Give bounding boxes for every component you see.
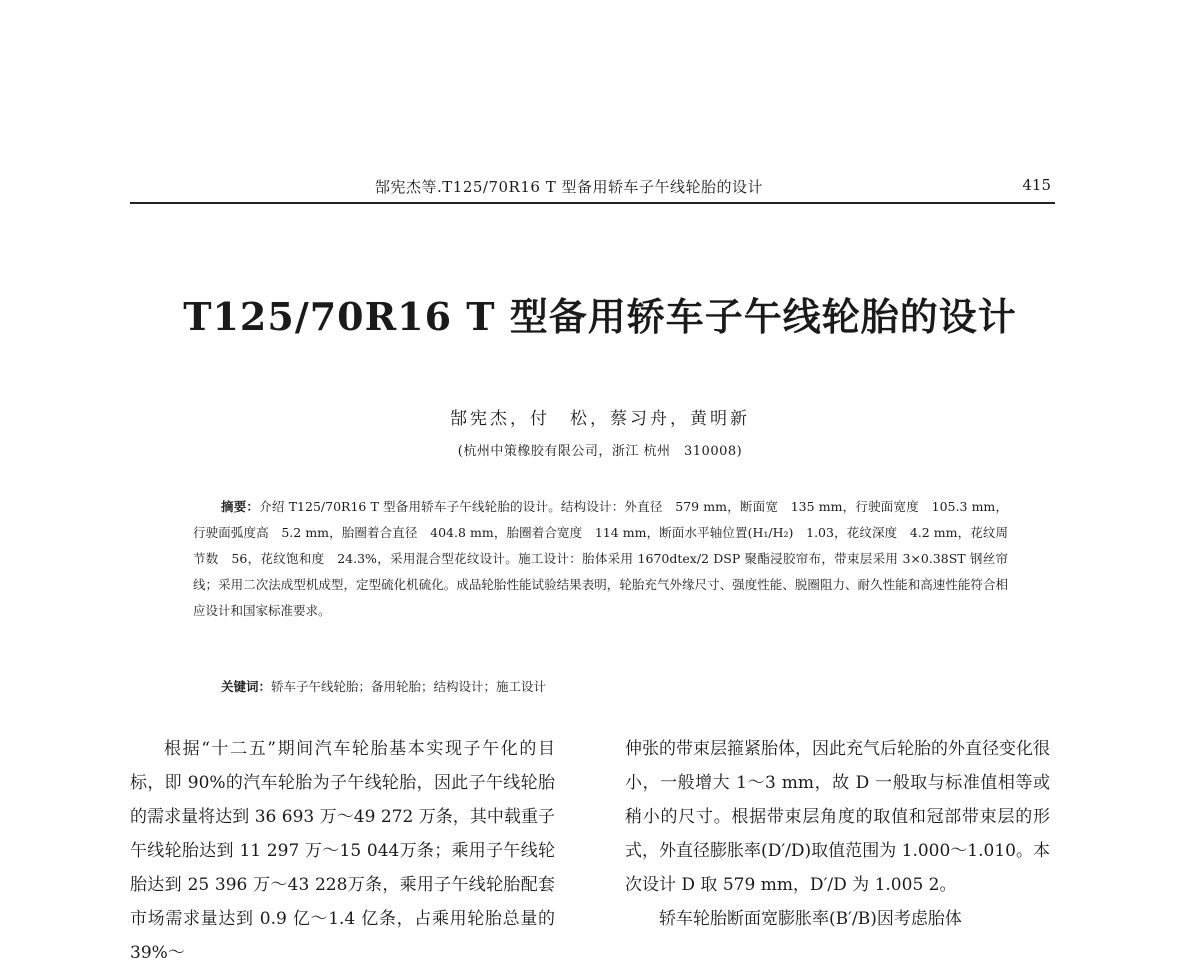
running-header: [130, 172, 1055, 204]
page-number: 415: [1022, 176, 1051, 194]
abstract: [193, 494, 1008, 624]
abstract-label: 摘要：: [221, 499, 260, 514]
authors: 郜宪杰，付 松，蔡习舟，黄明新: [450, 409, 750, 429]
keywords-label: 关键词：: [221, 679, 272, 694]
body-right-column: [625, 732, 1050, 936]
keywords: [193, 676, 1008, 698]
body-paragraph: 伸张的带束层箍紧胎体，因此充气后轮胎的外直径变化很小，一般增大 1～3 mm，故 D 一般取与标准值相等或稍小的尺寸。根据带束层角度的取值和冠部带束层的形式，外直径膨胀率(D′/D)取值范围为 1.000～1.010。本次设计 D 取 579 mm，D′/D 为 1.005 2。: [625, 739, 1050, 895]
keywords-text: 轿车子午线轮胎；备用轮胎；结构设计；施工设计: [271, 679, 547, 694]
paper-title: T125/70R16 T 型备用轿车子午线轮胎的设计: [183, 294, 1017, 339]
body-paragraph: 根据“十二五”期间汽车轮胎基本实现子午化的目标，即 90%的汽车轮胎为子午线轮胎，因此子午线轮胎的需求量将达到 36 693 万～49 272 万条，其中载重子午线轮胎达到 11 297 万～15 044万条；乘用子午线轮胎达到 25 396 万～43 228万条，乘用子午线轮胎配套市场需求量达到 0.9 亿～1.4 亿条，占乘用轮胎总量的 39%～: [130, 739, 555, 963]
running-title: 郜宪杰等.T125/70R16 T 型备用轿车子午线轮胎的设计: [375, 178, 763, 196]
abstract-text: 介绍 T125/70R16 T 型备用轿车子午线轮胎的设计。结构设计：外直径 579 mm，断面宽 135 mm，行驶面宽度 105.3 mm，行驶面弧度高 5.2 mm，胎圈着合直径 404.8 mm，胎圈着合宽度 114 mm，断面水平轴位置(H₁/H₂) 1.03，花纹深度 4.2 mm，花纹周节数 56，花纹饱和度 24.3%，采用混合型花纹设计。施工设计：胎体采用 1670dtex/2 DSP 聚酯浸胶帘布，带束层采用 3×0.38ST 钢丝帘线；采用二次法成型机成型，定型硫化机硫化。成品轮胎性能试验结果表明，轮胎充气外缘尺寸、强度性能、脱圈阻力、耐久性能和高速性能符合相应设计和国家标准要求。: [193, 499, 1008, 618]
body-left-column: [130, 732, 555, 970]
affiliation: (杭州中策橡胶有限公司，浙江 杭州 310008): [457, 444, 743, 459]
body-paragraph: 轿车轮胎断面宽膨胀率(B′/B)因考虑胎体: [659, 909, 962, 929]
